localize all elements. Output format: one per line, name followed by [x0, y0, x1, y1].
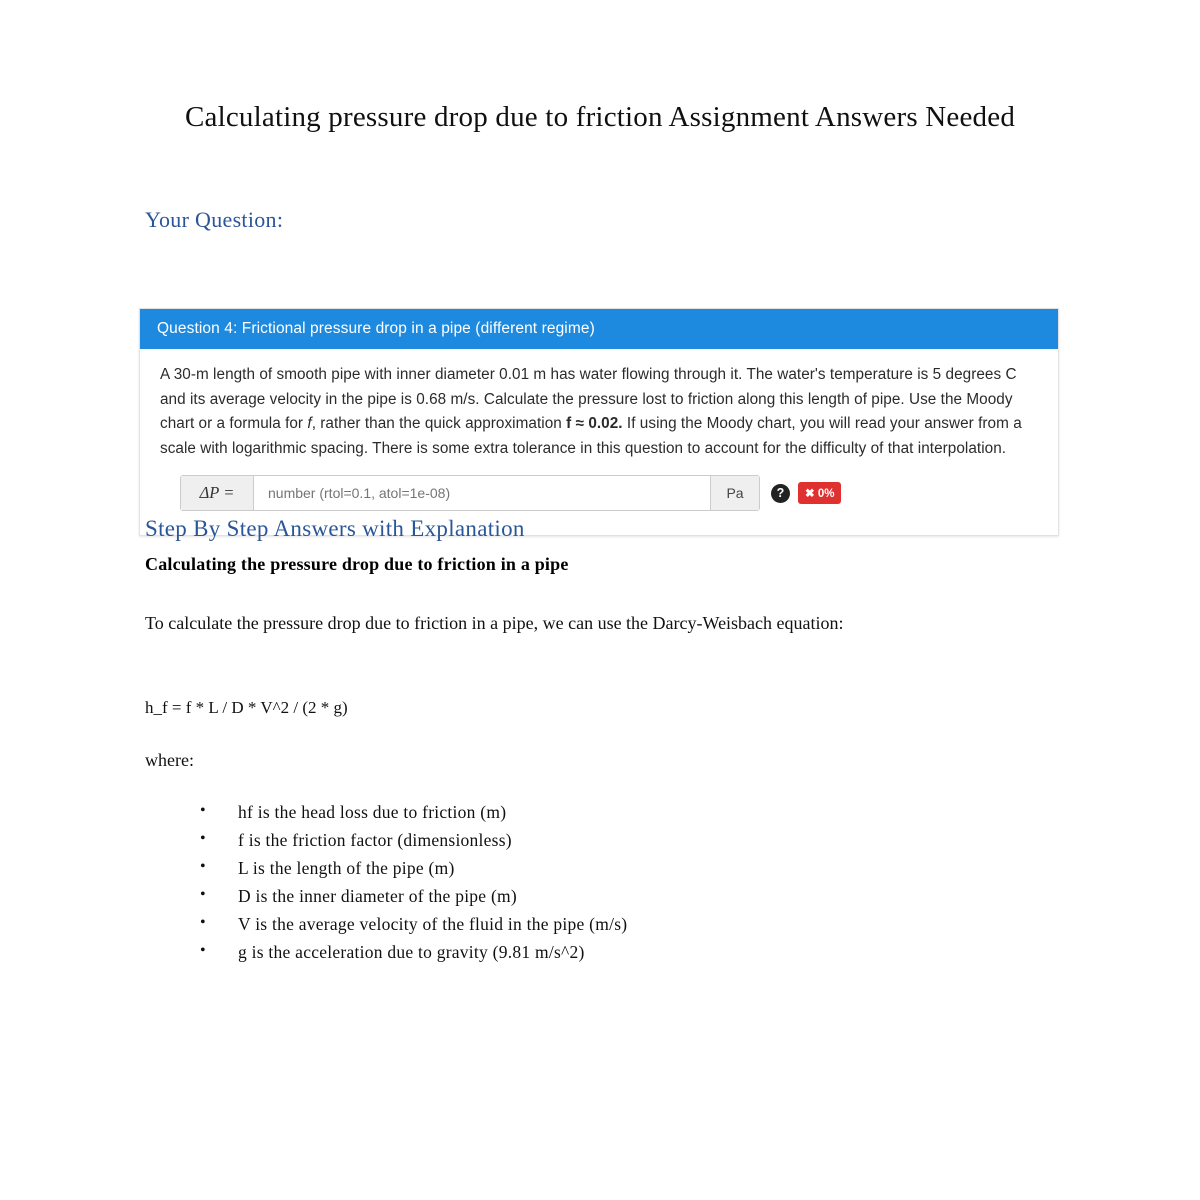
heading-your-question: Your Question:	[145, 207, 284, 232]
list-item: • hf is the head loss due to friction (m)	[200, 798, 627, 826]
question-text	[160, 363, 1040, 461]
list-item: • f is the friction factor (dimensionless)	[200, 826, 627, 854]
question-text-italic-f: f	[307, 415, 312, 432]
question-card-header: Question 4: Frictional pressure drop in a pipe (different regime)	[140, 309, 1058, 349]
question-card-body	[140, 349, 1058, 535]
answer-unit-label: Pa	[710, 476, 759, 510]
subheading-calculating: Calculating the pressure drop due to friction in a pipe	[145, 554, 569, 574]
answer-status-group	[771, 482, 841, 504]
list-item: • V is the average velocity of the fluid in the pipe (m/s)	[200, 910, 627, 938]
question-text-part1: A 30-m length of smooth pipe with inner diameter 0.01 m has water flowing through it. The water's temperature is 5 degrees C and its average velocity in the pipe is 0.68 m/s. Calculate the pressure lost to friction along this length of pipe. Use the Moody chart or a formula for	[160, 366, 1017, 432]
status-badge: ✖ 0%	[798, 482, 841, 504]
list-item: • D is the inner diameter of the pipe (m)	[200, 882, 627, 910]
question-text-part3: If using the Moody chart, you will read your answer from a scale with logarithmic spacing. There is some extra tolerance in this question to account for the difficulty of that interpolation.	[160, 415, 1022, 457]
answer-input-group[interactable]	[180, 475, 760, 511]
formula-darcy-weisbach: h_f = f * L / D * V^2 / (2 * g)	[145, 698, 348, 717]
question-mark-icon[interactable]: ?	[771, 484, 790, 503]
paragraph-intro: To calculate the pressure drop due to friction in a pipe, we can use the Darcy-Weisbach equation:	[145, 613, 844, 633]
question-text-part2: , rather than the quick approximation	[311, 415, 567, 432]
heading-step-by-step: Step By Step Answers with Explanation	[145, 516, 525, 541]
label-where: where:	[145, 750, 194, 770]
list-item: • g is the acceleration due to gravity (9.81 m/s^2)	[200, 938, 627, 966]
question-card	[139, 308, 1059, 536]
page-title: Calculating pressure drop due to friction Assignment Answers Needed	[184, 101, 1016, 133]
list-item: • L is the length of the pipe (m)	[200, 854, 627, 882]
definitions-list	[178, 798, 627, 966]
question-text-bold-approx: f ≈ 0.02.	[566, 415, 623, 432]
answer-input[interactable]	[254, 476, 710, 510]
delta-p-label: ΔP =	[181, 476, 254, 510]
